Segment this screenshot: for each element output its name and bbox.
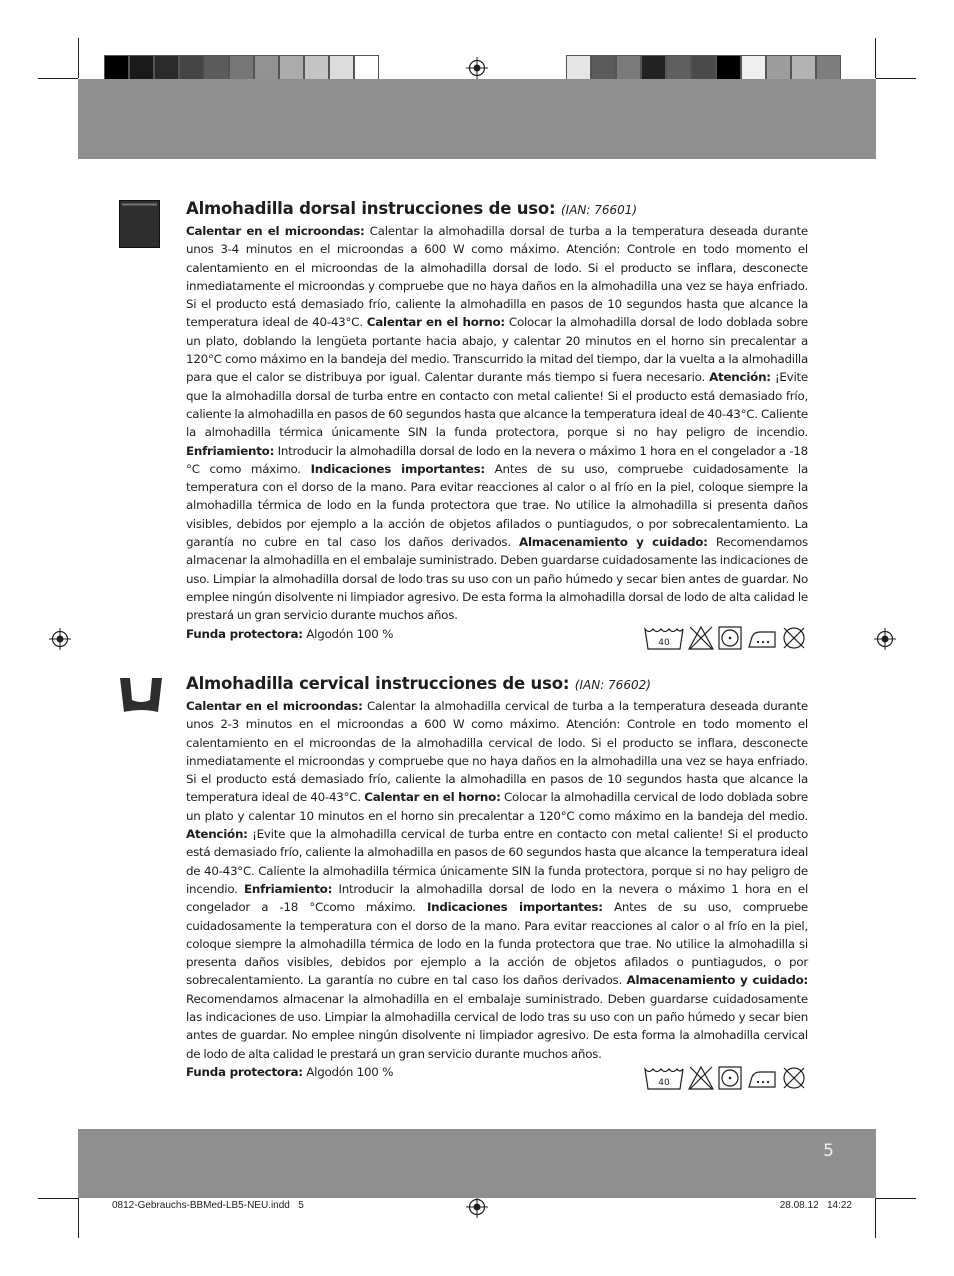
color-swatch (566, 55, 591, 80)
color-swatch (716, 55, 741, 80)
fabric-info: Funda protectora: Algodón 100 % (186, 1064, 394, 1079)
footer-filename: 0812-Gebrauchs-BBMed-LB5-NEU.indd 5 (112, 1200, 304, 1211)
crop-mark (876, 1198, 916, 1199)
instructions-text: Calentar en el microondas: Calentar la almohadilla dorsal de turba a la temperatura deseada durante unos 3-4 minutos en el microondas a 600 W como máximo. Atención: Controle en todo momento el calentamiento en el microondas de la almohadilla dorsal de lodo. Si el producto se inflara, desconecte inmediatamente el microondas y compruebe que no haya daños en la almohadilla una vez se haya enfriado. Si el producto está demasiado frío, caliente la almohadilla en pasos de 10 segundos hasta que alcance la temperatura ideal de 40-43°C. Calentar en el horno: Colocar la almohadilla dorsal de lodo doblada sobre un plato, doblando la lengüeta portante hacia abajo, y calentar 20 minutos en el horno sin precalentar a 120°C como máximo en la bandeja del medio. Transcurrido la mitad del tiempo, dar la vuelta a la almohadilla para que el calor se distribuya por igual. Calentar durante más tiempo si fuera necesario. Atención: ¡Evite que la almohadilla dorsal de turba entre en contacto con metal caliente! Si el producto está demasiado frío, caliente la almohadilla en pasos de 60 segundos hasta que alcance la temperatura ideal de 40-43°C. Caliente la almohadilla térmica únicamente SIN la funda protectora, porque si no hay peligro de incendio. Enfriamiento: Introducir la almohadilla dorsal de lodo en la nevera o máximo 1 hora en el congelador a -18 °C como máximo. Indicaciones importantes: Antes de su uso, compruebe cuidadosamente la temperatura con el dorso de la mano. Para evitar reacciones al calor o al frío en la piel, coloque siempre la almohadilla térmica de lodo en la funda protectora que trae. No utilice la almohadilla si presenta daños visibles, debidos por ejemplo a la acción de objetos afilados o puntiagudos, o por sobrecalentamiento. La garantía no cubre en tal caso los daños derivados. Almacenamiento y cuidado: Recomendamos almacenar la almohadilla en el embalaje suministrado. Deben guardarse cuidadosamente las indicaciones de uso. Limpiar la almohadilla dorsal de lodo tras su uso con un paño húmedo y secar bien antes de guardar. No emplee ningún disolvente ni limpiador agresivo. De esta forma la almohadilla dorsal de lodo de alta calidad le prestará un gran servicio durante muchos años. (186, 224, 809, 623)
svg-text:40: 40 (658, 1078, 670, 1088)
color-swatch (641, 55, 666, 80)
crop-mark (38, 78, 78, 79)
wash-40-icon (644, 1066, 684, 1090)
care-symbols (644, 626, 806, 650)
section-title: Almohadilla cervical instrucciones de uso: (IAN: 76602) (186, 674, 651, 693)
no-bleach-icon (688, 1066, 714, 1090)
color-swatch (229, 55, 254, 80)
color-swatch (179, 55, 204, 80)
color-swatch (691, 55, 716, 80)
section-title: Almohadilla dorsal instrucciones de uso: (IAN: 76601) (186, 199, 638, 218)
color-strip-left (104, 55, 379, 80)
wash-40-icon (644, 626, 684, 650)
color-swatch (766, 55, 791, 80)
color-swatch (616, 55, 641, 80)
color-swatch (154, 55, 179, 80)
no-dry-clean-icon (782, 626, 806, 650)
crop-mark (875, 38, 876, 78)
neck-cushion-icon (118, 678, 164, 714)
color-swatch (104, 55, 129, 80)
footer-date: 28.08.12 14:22 (779, 1200, 852, 1211)
color-swatch (304, 55, 329, 80)
registration-mark-icon (466, 57, 488, 79)
iron-icon (746, 1066, 778, 1090)
color-strip-right (566, 55, 841, 80)
instructions-text: Calentar en el microondas: Calentar la almohadilla cervical de turba a la temperatura deseada durante unos 2-3 minutos en el microondas a 600 W como máximo. Atención: Controle en todo momento el calentamiento en el microondas de la almohadilla cervical de lodo. Si el producto se inflara, desconecte inmediatamente el microondas y compruebe que no haya daños en la almohadilla una vez se haya enfriado. Si el producto está demasiado frío, caliente la almohadilla en pasos de 10 segundos hasta que alcance la temperatura ideal de 40-43°C. Calentar en el horno: Colocar la almohadilla cervical de lodo doblada sobre un plato y calentar 10 minutos en el horno sin precalentar a 120°C como máximo en la bandeja del medio. Atención: ¡Evite que la almohadilla cervical de turba entre en contacto con metal caliente! Si el producto está demasiado frío, caliente la almohadilla en pasos de 60 segundos hasta que alcance la temperatura ideal de 40-43°C. Caliente la almohadilla térmica únicamente SIN la funda protectora, porque si no hay peligro de incendio. Enfriamiento: Introducir la almohadilla dorsal de lodo en la nevera o máximo 1 hora en el congelador a -18 °Ccomo máximo. Indicaciones importantes: Antes de su uso, compruebe cuidadosamente la temperatura con el dorso de la mano. Para evitar reacciones al calor o al frío en la piel, coloque siempre la almohadilla térmica de lodo en la funda protectora que trae. No utilice la almohadilla si presenta daños visibles, debidos por ejemplo a la acción de objetos afilados o puntiagudos, o por sobrecalentamiento. La garantía no cubre en tal caso los daños derivados. Almacenamiento y cuidado: Recomendamos almacenar la almohadilla en el embalaje suministrado. Deben guardarse cuidadosamente las indicaciones de uso. Limpiar la almohadilla cervical de lodo tras su uso con un paño húmedo y secar bien antes de guardar. No emplee ningún disolvente ni limpiador agresivo. De esta forma la almohadilla cervical de lodo de alta calidad le prestará un gran servicio durante muchos años. (186, 699, 809, 1061)
color-swatch (741, 55, 766, 80)
crop-mark (875, 1198, 876, 1238)
color-swatch (254, 55, 279, 80)
tumble-dry-icon (718, 1066, 742, 1090)
registration-mark-icon (49, 628, 71, 650)
back-cushion-icon (119, 200, 160, 248)
ian-code: (IAN: 76601) (560, 203, 638, 217)
care-symbols (644, 1066, 806, 1090)
crop-mark (38, 1198, 78, 1199)
no-bleach-icon (688, 626, 714, 650)
header-band (78, 79, 876, 159)
page-number: 5 (823, 1141, 834, 1161)
tumble-dry-icon (718, 626, 742, 650)
crop-mark (78, 38, 79, 78)
color-swatch (129, 55, 154, 80)
no-dry-clean-icon (782, 1066, 806, 1090)
footer-band (78, 1129, 876, 1198)
crop-mark (876, 78, 916, 79)
registration-mark-icon (466, 1196, 488, 1218)
fabric-info: Funda protectora: Algodón 100 % (186, 626, 394, 641)
color-swatch (816, 55, 841, 80)
color-swatch (279, 55, 304, 80)
color-swatch (204, 55, 229, 80)
section-neck-cushion (186, 674, 808, 1081)
color-swatch (591, 55, 616, 80)
color-swatch (791, 55, 816, 80)
ian-code: (IAN: 76602) (574, 678, 651, 692)
crop-mark (78, 1198, 79, 1238)
color-swatch (666, 55, 691, 80)
svg-text:40: 40 (658, 638, 670, 648)
color-swatch (354, 55, 379, 80)
section-back-cushion (186, 199, 808, 643)
registration-mark-icon (874, 628, 896, 650)
color-swatch (329, 55, 354, 80)
iron-icon (746, 626, 778, 650)
